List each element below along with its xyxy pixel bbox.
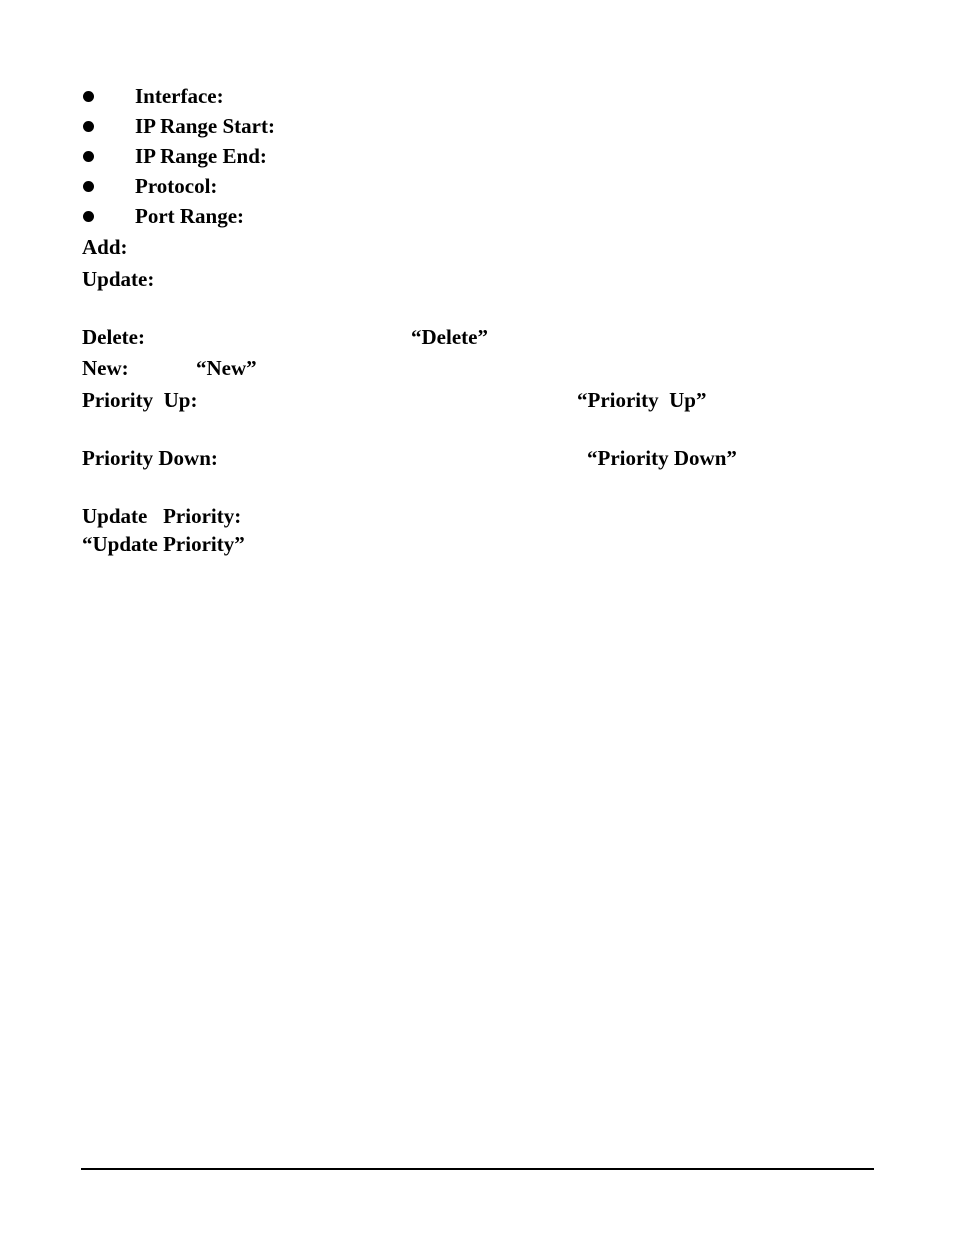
term-priority-down: Priority Down: — [82, 446, 218, 470]
term-update: Update: — [82, 267, 155, 291]
bullet-item-protocol: Protocol: — [135, 174, 218, 198]
bullet-item-port-range: Port Range: — [135, 204, 245, 228]
bullet-item-ip-range-start: IP Range Start: — [135, 114, 275, 138]
quoted-update-priority: “Update Priority” — [82, 532, 245, 556]
term-update-priority: Update Priority: — [82, 504, 242, 528]
bullet-item-interface: Interface: — [135, 84, 224, 108]
term-new: New: — [82, 356, 129, 380]
bullet-icon — [83, 151, 94, 162]
bullet-icon — [83, 91, 94, 102]
term-add: Add: — [82, 235, 128, 259]
quoted-new: “New” — [196, 356, 257, 380]
bullet-item-ip-range-end: IP Range End: — [135, 144, 267, 168]
term-priority-up: Priority Up: — [82, 388, 198, 412]
footer-divider — [81, 1168, 874, 1170]
quoted-priority-down: “Priority Down” — [587, 446, 737, 470]
bullet-icon — [83, 121, 94, 132]
quoted-delete: “Delete” — [411, 325, 488, 349]
bullet-icon — [83, 181, 94, 192]
term-delete: Delete: — [82, 325, 145, 349]
quoted-priority-up: “Priority Up” — [577, 388, 707, 412]
bullet-icon — [83, 211, 94, 222]
